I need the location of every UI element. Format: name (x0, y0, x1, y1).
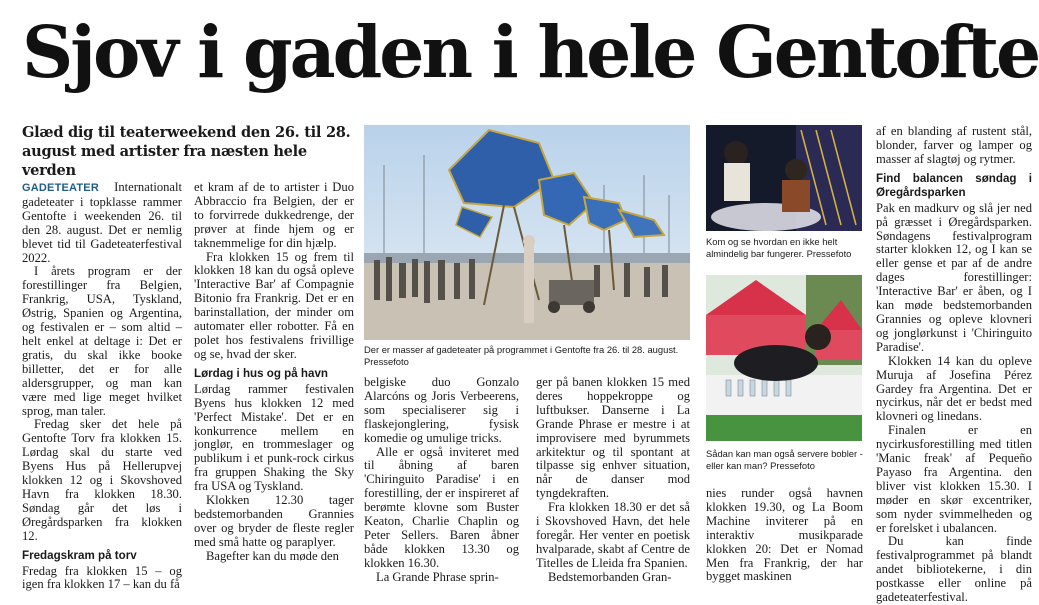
lead-paragraph-text: Internationalt gadeteater i topklasse rammer Gentofte i weekenden 26. til den 28. august. Det er nemlig blevet tid til Gadeteaterfestival 2022. (22, 180, 182, 265)
article-column-3 (364, 375, 519, 584)
paragraph: et kram af de to artister i Duo Abbraccio fra Belgien, der er to forvirrede dukkedrenge, der prøver at finde hjem og er taknemmelige for din hjælp. (194, 180, 354, 250)
main-photo (364, 125, 690, 340)
article-column-2 (194, 181, 354, 581)
kicker-label: GADETEATER (22, 182, 99, 194)
bottom-right-photo (706, 275, 862, 441)
street-theatre-whale-image (364, 125, 690, 340)
bubbles-performer-image (706, 275, 862, 441)
top-right-photo-caption: Kom og se hvordan en ikke helt almindelig bar fungerer. Pressefoto (706, 236, 852, 259)
top-right-photo (706, 125, 862, 231)
paragraph: nies runder også havnen klokken 19.30, og La Boom Machine inviterer på en interaktiv musikparade klokken 20: Det er Nomad Men fra Frankrig, der har bygget maskinen (706, 486, 863, 584)
paragraph: Alle er også inviteret med til åbning af baren 'Chiringuito Paradise' i en forestilling, der er inspireret af berømte klovne som Buster Keaton, Charlie Chaplin og Peter Sellers. Baren åbner både klokken 13.30 og klokken 16.30. (364, 444, 519, 570)
interactive-bar-image (706, 125, 862, 231)
paragraph: Pak en madkurv og slå jer ned på græsset i Øregårdsparken. Søndagens festivalprogram starter klokken 12, og I kan se eller gense et par af de andre dages forestillinger: 'Interactive Bar' er åben, og I kan møde bedstemorbanden Grannies og opleve klovneri og jonglørkunst i 'Chiringuito Paradise'. (876, 200, 1032, 354)
section-heading: Find balancen søndag i Øregårdsparken (876, 171, 1032, 199)
paragraph: Klokken 14 kan du opleve Muruja af Josefina Pérez Gardey fra Argentina. Det er nycirkus, når det er bedst med klovneri og linedans. (876, 353, 1032, 424)
article-column-5 (706, 486, 863, 584)
paragraph: Bagefter kan du møde den (206, 548, 339, 563)
bottom-right-photo-caption: Sådan kan man også servere bobler - eller kan man? Pressefoto (706, 448, 863, 471)
paragraph: Fredag fra klokken 15 – og igen fra klokken 17 – kan du få (22, 563, 182, 592)
paragraph: La Grande Phrase sprin- (376, 569, 499, 584)
paragraph: Fra klokken 15 og frem til klokken 18 kan du også opleve 'Interactive Bar' af Compagnie Bitonio fra Frankrig. Det er en barinstallation, der minder om automater eller robotter. Få en polet hos festivalens frivillige og se, hvad der sker. (194, 249, 354, 361)
subheadline: Glæd dig til teaterweekend den 26. til 28. august med artister fra næsten hele verden (22, 124, 351, 179)
headline: Sjov i gaden i hele Gentofte (22, 10, 1039, 94)
paragraph: ger på banen klokken 15 med deres hoppekroppe og luftbukser. Danserne i La Grande Phrase er mestre i at improvisere med byrummets arkitektur og til spontant at tilpasse sig enhver situation, når de danser mod tyngdekraften. (536, 375, 690, 501)
lead-paragraph (22, 181, 182, 265)
article-column-4 (536, 375, 690, 584)
paragraph: Fredag sker det hele på Gentofte Torv fra klokken 15. Lørdag skal du starte ved Byens Hus på Hellerupvej klokken 12 og i Skovshoved Havn fra klokken 18.30. Søndag går det løs i Øregårdsparken fra klokken 12. (22, 417, 182, 543)
section-heading: Fredagskram på torv (22, 548, 137, 562)
paragraph: Lørdag rammer festivalen Byens hus klokken 12 med 'Perfect Mistake'. Det er en konkurrence mellem en jonglør, en trommeslager og publikum i et punk-rock cirkus fra gruppen Shaking the Sky fra USA og Tyskland. (194, 381, 354, 494)
paragraph: Finalen er en nycirkusforestilling med titlen 'Manic freak' af Pequeño Payaso fra Argentina. den bliver vist klokken 15.30. I møder en skør excentriker, som nyder svimmelheden og er forelsket i ubalancen. (876, 423, 1032, 535)
paragraph: af en blanding af rustent stål, blonder, farver og lamper og masser af slagtøj og rytmer. (876, 124, 1032, 166)
paragraph: Fra klokken 18.30 er det så i Skovshoved Havn, det hele foregår. Her venter en poetisk hvalparade, skabt af Centre de Titelles de Lleida fra Spanien. (536, 500, 690, 570)
article-column-1 (22, 180, 182, 592)
article-column-6 (876, 124, 1032, 605)
section-heading: Lørdag i hus og på havn (194, 366, 328, 380)
paragraph: I årets program er der forestillinger fra Belgien, Frankrig, USA, Tyskland, Østrig, Spanien og Argentina, og festivalen er – som altid – helt enkel at deltage i: Det er gratis, du skal ikke booke billetter, det er for alle aldersgrupper, og man kan være med lige meget hvilket sprog, man taler. (22, 264, 182, 418)
paragraph: Bedstemorbanden Gran- (548, 569, 672, 584)
paragraph: Klokken 12.30 tager bedstemorbanden Grannies over og bryder de fleste regler med små hatte og paraplyer. (194, 493, 354, 549)
paragraph: Du kan finde festivalprogrammet på blandt andet bibliotekerne, i din postkasse eller online på gadeteaterfestival. (876, 534, 1032, 605)
paragraph: belgiske duo Gonzalo Alarcóns og Joris Verbeerens, som specialiserer sig i flaskejonglering, fysisk komedie og umulige tricks. (364, 375, 519, 445)
main-photo-caption: Der er masser af gadeteater på programmet i Gentofte fra 26. til 28. august. Pressefoto (364, 344, 679, 367)
